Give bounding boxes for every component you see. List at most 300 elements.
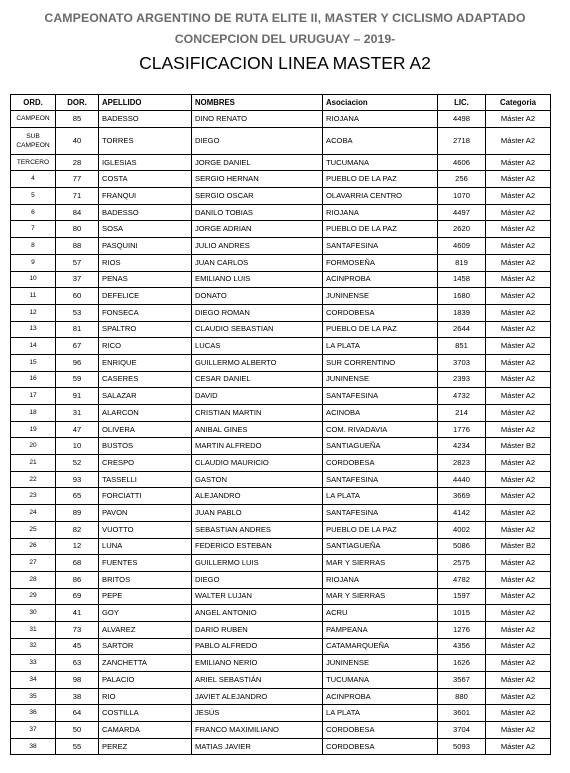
cell-dor: 73 [56,621,99,638]
cell-asociacion: SANTAFESINA [323,238,438,255]
cell-apellido: PEPE [99,588,192,605]
cell-ord: 7 [11,221,56,238]
col-header-nombres: NOMBRES [192,95,323,111]
cell-lic: 4782 [438,571,486,588]
cell-categoria: Máster A2 [486,555,551,572]
cell-lic: 4234 [438,438,486,455]
cell-ord: 24 [11,505,56,522]
cell-apellido: IGLESIAS [99,154,192,171]
cell-lic: 5086 [438,538,486,555]
cell-categoria: Máster A2 [486,321,551,338]
cell-dor: 31 [56,405,99,422]
cell-dor: 77 [56,171,99,188]
cell-asociacion: ACRU [323,605,438,622]
cell-ord: 25 [11,521,56,538]
cell-categoria: Máster A2 [486,688,551,705]
table-row [11,204,551,221]
cell-categoria: Máster A2 [486,304,551,321]
cell-nombres: GASTON [192,471,323,488]
cell-nombres: EMILIANO NERIO [192,655,323,672]
cell-categoria: Máster A2 [486,588,551,605]
cell-apellido: CASERES [99,371,192,388]
table-row [11,505,551,522]
cell-asociacion: RIOJANA [323,111,438,128]
cell-nombres: EMILIANO LUIS [192,271,323,288]
cell-ord: 14 [11,338,56,355]
col-header-lic: LIC. [438,95,486,111]
cell-asociacion: OLAVARRIA CENTRO [323,188,438,205]
table-row [11,171,551,188]
cell-ord: 31 [11,621,56,638]
cell-lic: 3567 [438,672,486,689]
cell-lic: 4497 [438,204,486,221]
cell-asociacion: PUEBLO DE LA PAZ [323,321,438,338]
cell-asociacion: COM. RIVADAVIA [323,421,438,438]
cell-lic: 1680 [438,288,486,305]
cell-ord: 8 [11,238,56,255]
cell-dor: 68 [56,555,99,572]
cell-apellido: ZANCHETTA [99,655,192,672]
cell-dor: 69 [56,588,99,605]
results-table [10,94,551,755]
cell-ord: 23 [11,488,56,505]
cell-nombres: LUCAS [192,338,323,355]
table-row [11,405,551,422]
table-row [11,538,551,555]
cell-asociacion: PUEBLO DE LA PAZ [323,221,438,238]
cell-categoria: Máster A2 [486,371,551,388]
cell-categoria: Máster A2 [486,521,551,538]
cell-nombres: CLAUDIO MAURICIO [192,455,323,472]
cell-ord: 21 [11,455,56,472]
cell-lic: 4609 [438,238,486,255]
cell-asociacion: SANTIAGUEÑA [323,538,438,555]
cell-dor: 82 [56,521,99,538]
cell-asociacion: CORDOBESA [323,304,438,321]
cell-nombres: GUILLERMO ALBERTO [192,354,323,371]
cell-lic: 4732 [438,388,486,405]
cell-ord: 27 [11,555,56,572]
cell-lic: 4142 [438,505,486,522]
cell-ord: 17 [11,388,56,405]
cell-lic: 4498 [438,111,486,128]
cell-apellido: FONSECA [99,304,192,321]
cell-asociacion: PUEBLO DE LA PAZ [323,521,438,538]
cell-apellido: PEREZ [99,738,192,755]
table-row [11,738,551,755]
cell-lic: 2718 [438,127,486,154]
cell-asociacion: TUCUMANA [323,672,438,689]
cell-apellido: DEFELICE [99,288,192,305]
cell-categoria: Máster A2 [486,238,551,255]
cell-dor: 52 [56,455,99,472]
table-body [11,111,551,755]
cell-apellido: ALARCON [99,405,192,422]
cell-categoria: Máster A2 [486,621,551,638]
cell-nombres: CLAUDIO SEBASTIAN [192,321,323,338]
table-row [11,722,551,739]
table-row [11,555,551,572]
cell-asociacion: CORDOBESA [323,722,438,739]
cell-categoria: Máster A2 [486,722,551,739]
cell-nombres: DIEGO ROMAN [192,304,323,321]
cell-dor: 57 [56,254,99,271]
cell-ord: 36 [11,705,56,722]
cell-categoria: Máster A2 [486,655,551,672]
table-row [11,471,551,488]
cell-apellido: SPALTRO [99,321,192,338]
cell-categoria: Máster A2 [486,638,551,655]
cell-lic: 3703 [438,354,486,371]
cell-categoria: Máster A2 [486,605,551,622]
cell-dor: 84 [56,204,99,221]
table-row [11,705,551,722]
table-row [11,127,551,154]
cell-dor: 71 [56,188,99,205]
cell-apellido: PALACIO [99,672,192,689]
cell-dor: 86 [56,571,99,588]
cell-categoria: Máster A2 [486,571,551,588]
cell-asociacion: LA PLATA [323,338,438,355]
cell-nombres: MARTIN ALFREDO [192,438,323,455]
cell-dor: 89 [56,505,99,522]
cell-nombres: DARIO RUBEN [192,621,323,638]
table-row [11,388,551,405]
table-row [11,221,551,238]
cell-ord: 13 [11,321,56,338]
cell-apellido: CAMARDA [99,722,192,739]
cell-lic: 2644 [438,321,486,338]
cell-lic: 4002 [438,521,486,538]
cell-ord: TERCERO [11,154,56,171]
cell-apellido: COSTA [99,171,192,188]
cell-lic: 819 [438,254,486,271]
col-header-asociacion: Asociacion [323,95,438,111]
cell-asociacion: SANTAFESINA [323,505,438,522]
cell-nombres: ANGEL ANTONIO [192,605,323,622]
page-title: CLASIFICACION LINEA MASTER A2 [139,53,431,73]
cell-ord: 33 [11,655,56,672]
cell-apellido: LUNA [99,538,192,555]
cell-dor: 67 [56,338,99,355]
cell-asociacion: PUEBLO DE LA PAZ [323,171,438,188]
cell-apellido: RIO [99,688,192,705]
cell-dor: 60 [56,288,99,305]
cell-apellido: TASSELLI [99,471,192,488]
cell-nombres: DANILO TOBIAS [192,204,323,221]
cell-lic: 1839 [438,304,486,321]
cell-ord: 10 [11,271,56,288]
cell-apellido: PENAS [99,271,192,288]
cell-dor: 65 [56,488,99,505]
cell-asociacion: PAMPEANA [323,621,438,638]
cell-ord: 22 [11,471,56,488]
col-header-ord: ORD. [11,95,56,111]
cell-dor: 50 [56,722,99,739]
table-row [11,288,551,305]
cell-nombres: SEBASTIAN ANDRES [192,521,323,538]
cell-asociacion: FORMOSEÑA [323,254,438,271]
cell-categoria: Máster A2 [486,354,551,371]
cell-asociacion: CORDOBESA [323,738,438,755]
cell-apellido: FORCIATTI [99,488,192,505]
cell-nombres: PABLO ALFREDO [192,638,323,655]
cell-apellido: ALVAREZ [99,621,192,638]
cell-apellido: OLIVERA [99,421,192,438]
cell-nombres: MATIAS JAVIER [192,738,323,755]
cell-ord: 4 [11,171,56,188]
cell-categoria: Máster A2 [486,204,551,221]
table-row [11,338,551,355]
cell-asociacion: SANTAFESINA [323,388,438,405]
table-row [11,154,551,171]
cell-categoria: Máster A2 [486,405,551,422]
cell-asociacion: LA PLATA [323,488,438,505]
table-row [11,488,551,505]
cell-asociacion: JUNINENSE [323,288,438,305]
cell-categoria: Máster A2 [486,254,551,271]
table-row [11,188,551,205]
cell-lic: 3669 [438,488,486,505]
cell-dor: 91 [56,388,99,405]
cell-apellido: VUOTTO [99,521,192,538]
cell-categoria: Máster A2 [486,388,551,405]
cell-lic: 1070 [438,188,486,205]
col-header-apellido: APELLIDO [99,95,192,111]
cell-categoria: Máster A2 [486,705,551,722]
cell-ord: 28 [11,571,56,588]
cell-apellido: RIOS [99,254,192,271]
cell-ord: 32 [11,638,56,655]
table-row [11,371,551,388]
cell-apellido: CRESPO [99,455,192,472]
cell-categoria: Máster A2 [486,738,551,755]
cell-nombres: JUAN CARLOS [192,254,323,271]
cell-categoria: Máster A2 [486,188,551,205]
cell-categoria: Máster A2 [486,672,551,689]
col-header-dor: DOR. [56,95,99,111]
cell-dor: 64 [56,705,99,722]
cell-lic: 1276 [438,621,486,638]
cell-asociacion: SANTAFESINA [323,471,438,488]
cell-dor: 59 [56,371,99,388]
cell-ord: 26 [11,538,56,555]
cell-asociacion: MAR Y SIERRAS [323,555,438,572]
cell-dor: 28 [56,154,99,171]
cell-nombres: DIEGO [192,127,323,154]
cell-dor: 93 [56,471,99,488]
cell-ord: CAMPEON [11,111,56,128]
cell-dor: 88 [56,238,99,255]
cell-dor: 98 [56,672,99,689]
cell-asociacion: TUCUMANA [323,154,438,171]
cell-dor: 81 [56,321,99,338]
table-row [11,588,551,605]
cell-apellido: ENRIQUE [99,354,192,371]
cell-apellido: SARTOR [99,638,192,655]
cell-ord: 6 [11,204,56,221]
cell-asociacion: ACINOBA [323,405,438,422]
cell-lic: 1458 [438,271,486,288]
cell-lic: 851 [438,338,486,355]
table-row [11,672,551,689]
cell-dor: 37 [56,271,99,288]
cell-categoria: Máster A2 [486,171,551,188]
cell-categoria: Máster A2 [486,111,551,128]
cell-lic: 2575 [438,555,486,572]
cell-asociacion: CATAMARQUEÑA [323,638,438,655]
cell-nombres: JUAN PABLO [192,505,323,522]
cell-asociacion: SANTIAGUEÑA [323,438,438,455]
cell-categoria: Máster A2 [486,471,551,488]
table-row [11,455,551,472]
cell-nombres: DONATO [192,288,323,305]
cell-lic: 1776 [438,421,486,438]
cell-dor: 10 [56,438,99,455]
cell-lic: 5093 [438,738,486,755]
col-header-categoria: Categoria [486,95,551,111]
cell-nombres: DAVID [192,388,323,405]
cell-apellido: RICO [99,338,192,355]
cell-categoria: Máster A2 [486,338,551,355]
cell-dor: 38 [56,688,99,705]
cell-asociacion: RIOJANA [323,571,438,588]
cell-lic: 2620 [438,221,486,238]
table-header-row [11,95,551,111]
cell-categoria: Máster A2 [486,488,551,505]
cell-dor: 45 [56,638,99,655]
cell-ord: 34 [11,672,56,689]
cell-asociacion: JUNINENSE [323,655,438,672]
cell-lic: 4356 [438,638,486,655]
cell-ord: 37 [11,722,56,739]
cell-asociacion: MAR Y SIERRAS [323,588,438,605]
cell-dor: 85 [56,111,99,128]
table-row [11,304,551,321]
cell-ord: 12 [11,304,56,321]
cell-categoria: Máster A2 [486,221,551,238]
cell-apellido: SOSA [99,221,192,238]
cell-categoria: Máster A2 [486,288,551,305]
cell-nombres: JAVIET ALEJANDRO [192,688,323,705]
cell-ord: 16 [11,371,56,388]
cell-lic: 4440 [438,471,486,488]
cell-lic: 3704 [438,722,486,739]
cell-categoria: Máster A2 [486,421,551,438]
cell-asociacion: ACOBA [323,127,438,154]
cell-lic: 880 [438,688,486,705]
cell-lic: 2823 [438,455,486,472]
table-row [11,421,551,438]
cell-nombres: FEDERICO ESTEBAN [192,538,323,555]
cell-nombres: JULIO ANDRES [192,238,323,255]
cell-dor: 41 [56,605,99,622]
cell-nombres: CRISTIAN MARTIN [192,405,323,422]
cell-dor: 12 [56,538,99,555]
cell-lic: 1015 [438,605,486,622]
event-title: CAMPEONATO ARGENTINO DE RUTA ELITE II, MASTER Y CICLISMO ADAPTADO [44,11,526,25]
cell-ord: 15 [11,354,56,371]
table-row [11,271,551,288]
cell-ord: 18 [11,405,56,422]
cell-categoria: Máster A2 [486,271,551,288]
cell-asociacion: RIOJANA [323,204,438,221]
cell-ord: 20 [11,438,56,455]
cell-ord: 29 [11,588,56,605]
cell-lic: 4606 [438,154,486,171]
table-row [11,688,551,705]
cell-lic: 1626 [438,655,486,672]
cell-categoria: Máster A2 [486,455,551,472]
table-row [11,655,551,672]
cell-asociacion: LA PLATA [323,705,438,722]
table-row [11,354,551,371]
cell-ord: 9 [11,254,56,271]
cell-categoria: Máster B2 [486,438,551,455]
cell-ord: 38 [11,738,56,755]
cell-ord: 35 [11,688,56,705]
cell-apellido: FRANQUI [99,188,192,205]
cell-lic: 3601 [438,705,486,722]
cell-nombres: FRANCO MAXIMILIANO [192,722,323,739]
cell-dor: 80 [56,221,99,238]
cell-apellido: BUSTOS [99,438,192,455]
table-row [11,111,551,128]
cell-dor: 53 [56,304,99,321]
cell-nombres: SERGIO HERNAN [192,171,323,188]
cell-nombres: CESAR DANIEL [192,371,323,388]
cell-asociacion: ACINPROBA [323,688,438,705]
cell-nombres: WALTER LUJAN [192,588,323,605]
cell-apellido: FUENTES [99,555,192,572]
cell-dor: 96 [56,354,99,371]
cell-apellido: PASQUINI [99,238,192,255]
cell-nombres: GUILLERMO LUIS [192,555,323,572]
cell-asociacion: ACINPROBA [323,271,438,288]
table-row [11,605,551,622]
cell-apellido: PAVON [99,505,192,522]
cell-asociacion: CORDOBESA [323,455,438,472]
cell-dor: 63 [56,655,99,672]
cell-categoria: Máster A2 [486,127,551,154]
cell-categoria: Máster B2 [486,538,551,555]
cell-lic: 214 [438,405,486,422]
cell-nombres: JORGE ADRIAN [192,221,323,238]
cell-ord: 19 [11,421,56,438]
cell-apellido: COSTILLA [99,705,192,722]
cell-apellido: TORRES [99,127,192,154]
cell-apellido: SALAZAR [99,388,192,405]
table-row [11,438,551,455]
table-row [11,238,551,255]
table-row [11,571,551,588]
cell-apellido: BADESSO [99,204,192,221]
cell-nombres: JORGE DANIEL [192,154,323,171]
cell-ord: SUB CAMPEON [11,127,56,154]
table-row [11,521,551,538]
event-location: CONCEPCION DEL URUGUAY – 2019- [174,32,396,46]
cell-apellido: BRITOS [99,571,192,588]
cell-nombres: SERGIO OSCAR [192,188,323,205]
cell-asociacion: JUNINENSE [323,371,438,388]
table-row [11,638,551,655]
cell-nombres: JESÚS [192,705,323,722]
cell-lic: 2393 [438,371,486,388]
cell-ord: 5 [11,188,56,205]
table-row [11,621,551,638]
cell-dor: 40 [56,127,99,154]
cell-nombres: DINO RENATO [192,111,323,128]
